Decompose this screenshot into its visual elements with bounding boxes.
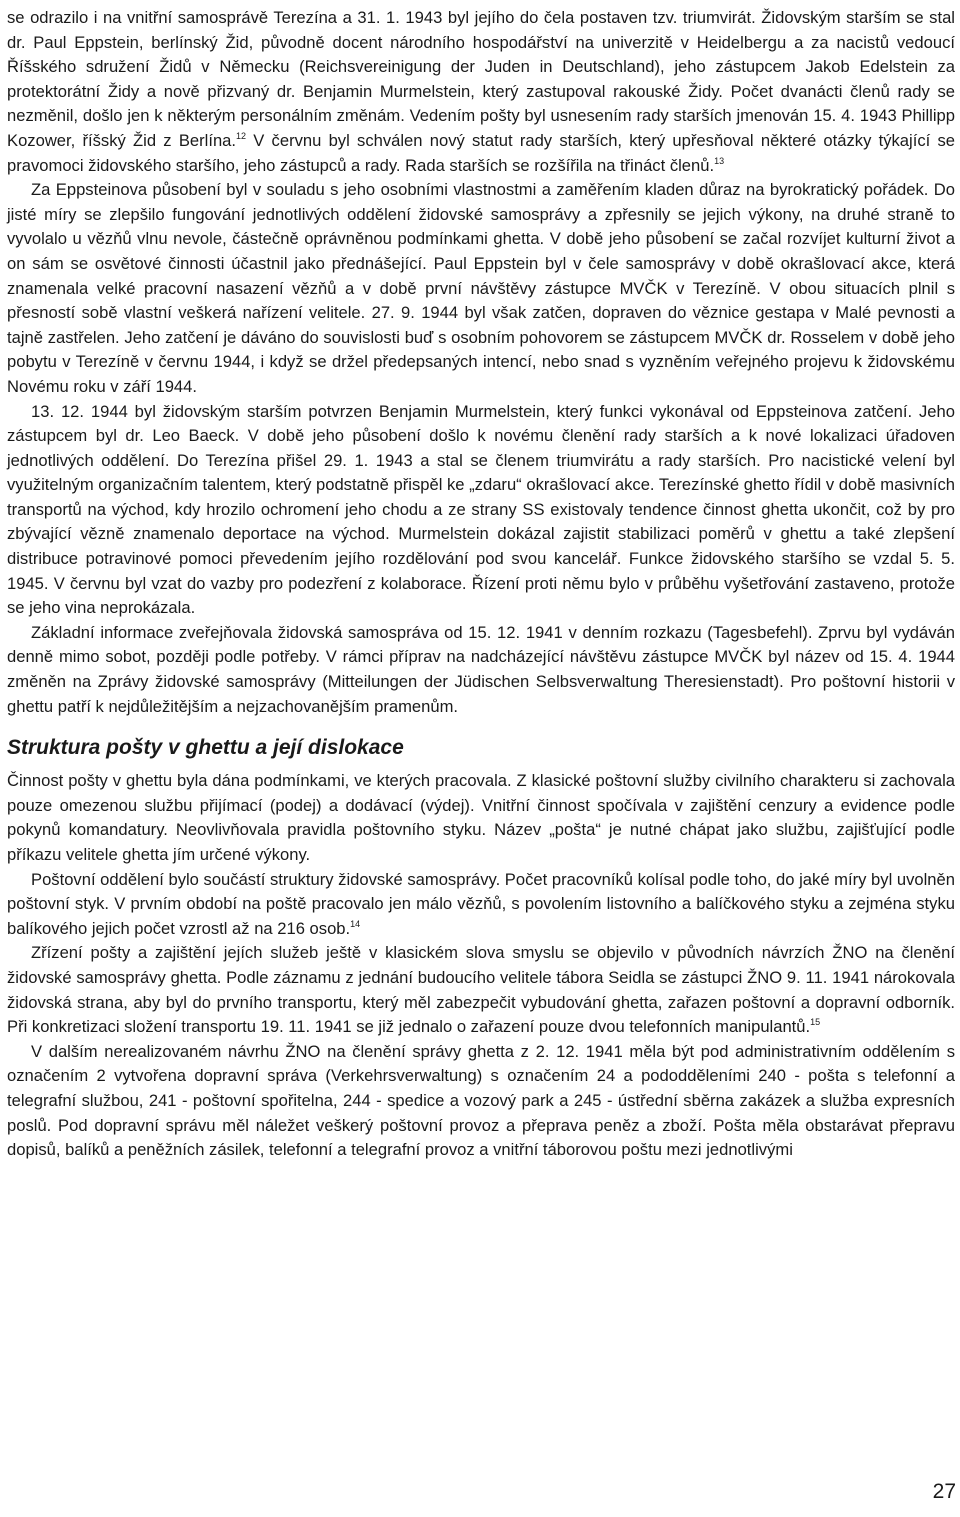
- footnote-ref-13: 13: [714, 155, 725, 166]
- footnote-ref-12: 12: [236, 130, 247, 141]
- footnote-ref-14: 14: [350, 918, 361, 929]
- paragraph-5: Činnost pošty v ghettu byla dána podmínkami, ve kterých pracovala. Z klasické poštovní služby civilního charakteru si zachovala pouze omezenou službu přijímací (podej) a dodávací (výdej). Vnitřní činnost spočívala v zajištění cenzury a evidence podle pokynů komandatury. Neovlivňovala pravidla poštovního styku. Název „pošta“ je nutné chápat jako službu, zajišťující podle příkazu velitele ghetta jím určené výkony.: [7, 771, 955, 864]
- section-heading: Struktura pošty v ghettu a její dislokace: [7, 736, 404, 760]
- page-number: 27: [932, 1480, 956, 1503]
- paragraph-2: Za Eppsteinova působení byl v souladu s jeho osobními vlastnostmi a zaměřením kladen důraz na byrokratický pořádek. Do jisté míry se zlepšilo fungování jednotlivých oddělení židovské samosprávy a zpřesnily se jejich výkony, na druhé straně to vyvolalo u vězňů vlnu nevole, částečně oprávněnou podmínkami ghetta. V době jeho působení se začal rozvíjet kulturní život a on sám se osvětové činnosti účastnil jako přednášející. Paul Eppstein byl v čele samosprávy v době okrašlovací akce, která znamenala velké pracovní nasazení vězňů a v době první návštěvy zástupce MVČK v Terezíně. V obou situacích plnil s přesností sobě vlastní veškerá nařízení velitele. 27. 9. 1944 byl však zatčen, dopraven do věznice gestapa v Malé pevnosti a tajně zastřelen. Jeho zatčení je dáváno do souvislosti buď s osobním pohovorem se zástupcem MVČK dr. Rosselem v době jeho pobytu v Terezíně v červnu 1944, i když se držel předepsaných intencí, nebo snad s vyzněním veřejného projevu k židovskému Novému roku v září 1944.: [7, 180, 955, 396]
- document-page: [7, 6, 955, 1163]
- paragraph-text: V červnu byl schválen nový statut rady starších, který upřesňoval některé otázky týkající se pravomoci židovského staršího, jeho zástupců a rady. Rada starších se rozšířila na třináct členů.: [7, 130, 955, 175]
- paragraph-text: Poštovní oddělení bylo součástí struktury židovské samosprávy. Počet pracovníků kolísal podle toho, do jaké míry byl uvolněn poštovní styk. V prvním období na poště pracovalo jen málo vězňů, s povolením listovního a balíčkového styku a zejména styku balíkového jejich počet vzrostl až na 216 osob.: [7, 869, 955, 938]
- footnote-ref-15: 15: [810, 1017, 821, 1028]
- paragraph-1: [7, 6, 955, 178]
- section-2: [7, 769, 955, 1163]
- paragraph-8: V dalším nerealizovaném návrhu ŽNO na členění správy ghetta z 2. 12. 1941 měla být pod administrativním oddělením s označením 2 vytvořena dopravní správa (Verkehrsverwaltung) s označením 24 a pododděleními 240 - pošta s telefonní a telegrafní službou, 241 - poštovní spořitelna, 244 - spedice a vozový park a 245 - ústřední sběrna zakázek a služba expresních poslů. Pod dopravní správu měl náležet veškerý poštovní provoz a přeprava peněz a zboží. Pošta měla obstarávat přepravu dopisů, balíků a peněžních zásilek, telefonní a telegrafní provoz a vnitřní táborovou poštu mezi jednotlivými: [7, 1041, 955, 1160]
- paragraph-text: Zřízení pošty a zajištění jejích služeb ještě v klasickém slova smyslu se objevilo v původních návrzích ŽNO na členění židovské samosprávy ghetta. Podle záznamu z jednání budoucího velitele tábora Seidla se zástupci ŽNO 9. 11. 1941 nárokovala židovská strana, aby byl do prvního transportu, který měl zabezpečit vybudování ghetta, zařazen poštovní a dopravní odborník. Při konkretizaci složení transportu 19. 11. 1941 se již jednalo o zařazení pouze dvou telefonních manipulantů.: [7, 943, 955, 1037]
- paragraph-6: [7, 868, 955, 942]
- paragraph-7: [7, 941, 955, 1039]
- paragraph-4: Základní informace zveřejňovala židovská samospráva od 15. 12. 1941 v denním rozkazu (Tagesbefehl). Zprvu byl vydáván denně mimo sobot, později podle potřeby. V rámci příprav na nadcházející návštěvu zástupce MVČK byl název od 15. 4. 1944 změněn na Zprávy židovské samosprávy (Mitteilungen der Jüdischen Selbsverwaltung Theresienstadt). Pro poštovní historii v ghettu patří k nejdůležitějším a nejzachovanějším pramenům.: [7, 622, 955, 716]
- section-1: [7, 6, 955, 719]
- paragraph-3: 13. 12. 1944 byl židovským starším potvrzen Benjamin Murmelstein, který funkci vykonával od Eppsteinova zatčení. Jeho zástupcem byl dr. Leo Baeck. V době jeho působení došlo k novému členění rady starších a k nové lokalizaci úřadoven jednotlivých oddělení. Do Terezína přišel 29. 1. 1943 a stal se členem triumvirátu a rady starších. Pro nacistické velení byl využitelným organizačním talentem, který podstatně přispěl ke „zdaru“ okrašlovací akce. Terezínské ghetto řídil v době masivních transportů na východ, kdy hrozilo ochromení jeho chodu a ze strany SS existovaly tendence činnost ghetta ukončit, což by pro zbývající vězně znamenalo deportace na východ. Murmelstein dokázal zajistit stabilizaci poměrů v ghettu a také zlepšení distribuce potravinové pomoci převedením jejího rozdělování pod svou kancelář. Funkce židovského staršího se vzdal 5. 5. 1945. V červnu byl vzat do vazby pro podezření z kolaborace. Řízení proti němu bylo v průběhu vyšetřování zastaveno, protože se jeho vina neprokázala.: [7, 401, 955, 618]
- paragraph-text: se odrazilo i na vnitřní samosprávě Terezína a 31. 1. 1943 byl jejího do čela postaven tzv. triumvirát. Židovským starším se stal dr. Paul Eppstein, berlínský Žid, původně docent národního hospodářství na univerzitě v Heidelbergu a za nacistů vedoucí Říšského sdružení Židů v Německu (Reichsvereinigung der Juden in Deutschland), jeho zástupcem Jakob Edelstein za protektorátní Židy a nově přizvaný dr. Benjamin Murmelstein, který zastupoval rakouské Židy. Počet dvanácti členů rady se nezměnil, došlo jen k některým personálním změnám. Vedením pošty byl usnesením rady starších jmenován 15. 4. 1943 Phillipp Kozower, říšský Žid z Berlína.: [7, 8, 955, 150]
